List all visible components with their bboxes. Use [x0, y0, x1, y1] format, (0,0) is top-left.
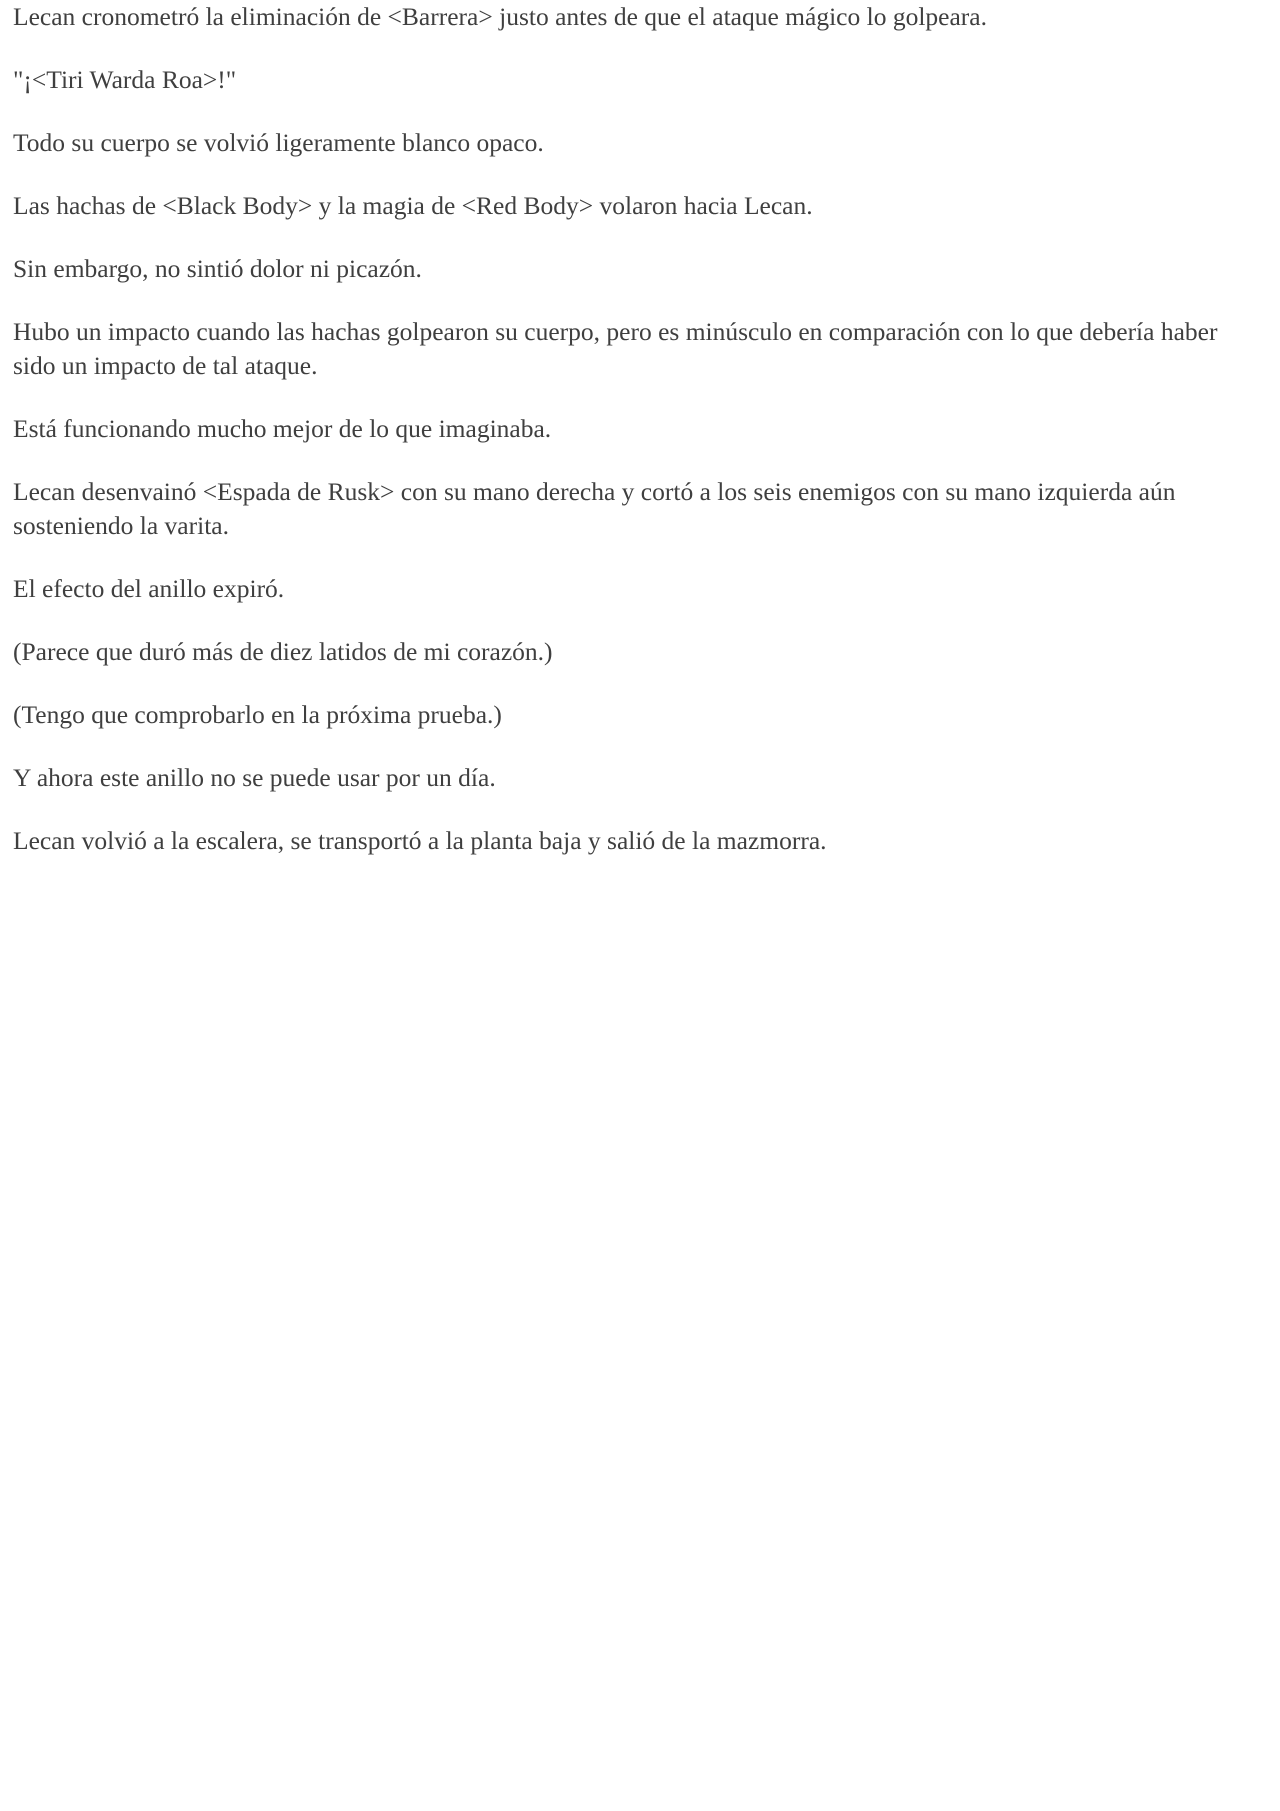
paragraph-5: Sin embargo, no sintió dolor ni picazón. — [13, 254, 422, 283]
paragraph-8: Lecan desenvainó <Espada de Rusk> con su mano derecha y cortó a los seis enemigos con su mano izquierda aún sosteniendo la varita. — [13, 477, 1176, 540]
paragraph-11: (Tengo que comprobarlo en la próxima prueba.) — [13, 700, 502, 729]
paragraph-1: Lecan cronometró la eliminación de <Barrera> justo antes de que el ataque mágico lo golpeara. — [13, 2, 987, 31]
paragraph-7: Está funcionando mucho mejor de lo que imaginaba. — [13, 414, 552, 443]
paragraph-4: Las hachas de <Black Body> y la magia de <Red Body> volaron hacia Lecan. — [13, 191, 813, 220]
paragraph-10: (Parece que duró más de diez latidos de mi corazón.) — [13, 637, 553, 666]
paragraph-9: El efecto del anillo expiró. — [13, 574, 285, 603]
paragraph-2: "¡<Tiri Warda Roa>!" — [13, 65, 237, 94]
document-page — [13, 0, 1263, 887]
paragraph-13: Lecan volvió a la escalera, se transportó a la planta baja y salió de la mazmorra. — [13, 826, 827, 855]
paragraph-12: Y ahora este anillo no se puede usar por un día. — [13, 763, 496, 792]
paragraph-6: Hubo un impacto cuando las hachas golpearon su cuerpo, pero es minúsculo en comparación con lo que debería haber sido un impacto de tal ataque. — [13, 317, 1218, 380]
paragraph-3: Todo su cuerpo se volvió ligeramente blanco opaco. — [13, 128, 544, 157]
